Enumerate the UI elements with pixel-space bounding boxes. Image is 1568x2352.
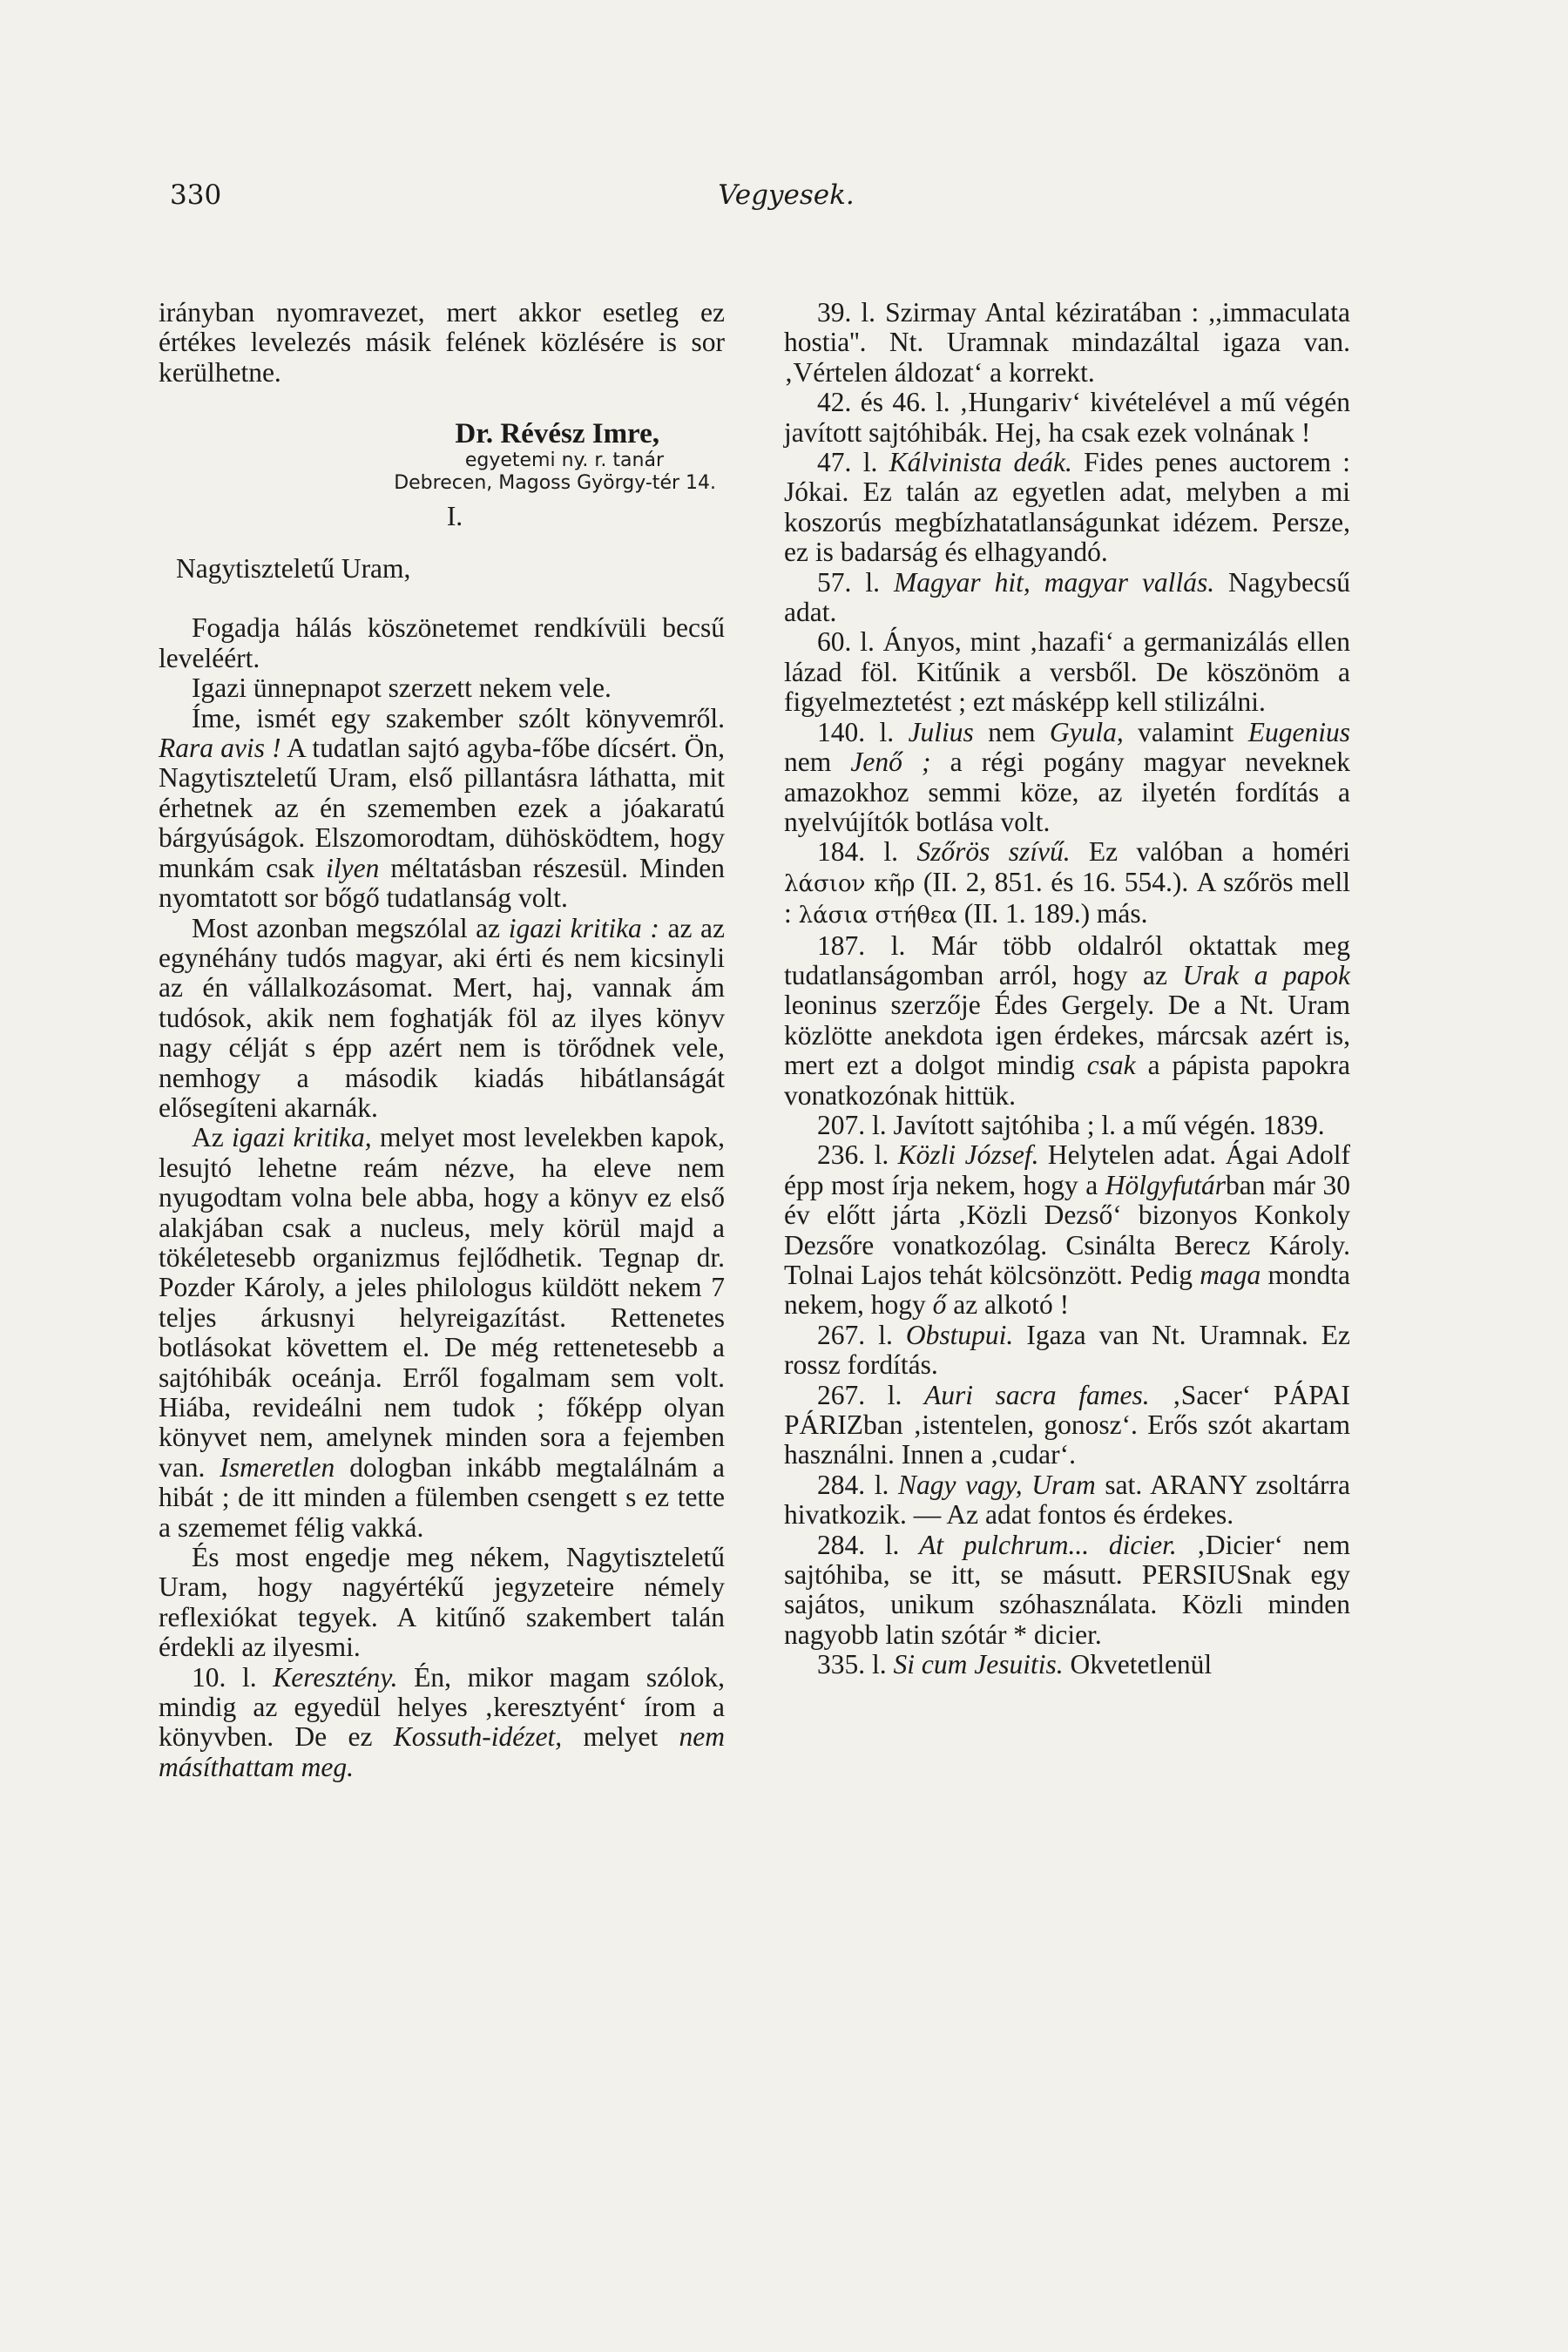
note-entry: 267. l. Auri sacra fames. ‚Sacer‘ PÁPAI PÁRIZban ‚istentelen, gonosz‘. Erős szót akartam használni. Innen a ‚cudar‘. (784, 1379, 1351, 1470)
note-entry: 335. l. Si cum Jesuitis. Okvetetlenül (817, 1649, 1213, 1680)
note-entry: 140. l. Julius nem Gyula, valamint Eugenius nem Jenő ; a régi pogány magyar neveknek amazokhoz semmi köze, az ilyetén fordítás a nyelvújítók botlása volt. (784, 716, 1350, 837)
note-entry: 39. l. Szirmay Antal kéziratában : ,,immaculata hostia''. Nt. Uramnak mindazáltal igaza van. ‚Vértelen áldozat‘ a korrekt. (784, 297, 1350, 388)
note-entry: 284. l. Nagy vagy, Uram sat. ARANY zsoltárra hivatkozik. — Az adat fontos és érdekes. (784, 1469, 1350, 1531)
paragraph: Fogadja hálás köszönetemet rendkívüli becsű leveléért. (159, 612, 725, 673)
section-number: I. (446, 500, 463, 531)
paragraph: Most azonban megszólal az igazi kritika : az az egynéhány tudós magyar, aki érti és nem kicsinyli az én vállalkozásomat. Mert, haj, vannak ám tudósok, akik nem foghatják föl az ilyes könyv nagy célját s épp azért nem is törődnek vele, nemhogy a második kiadás hibátlanságát elősegíteni akarnák. (159, 912, 725, 1123)
note-entry: 207. l. Javított sajtóhiba ; l. a mű végén. 1839. (817, 1109, 1325, 1140)
note-entry: 187. l. Már több oldalról oktattak meg tudatlanságomban arról, hogy az Urak a papok leoninus szerzője Édes Gergely. De a Nt. Uram közlötte anekdota igen érdekes, márcsak azért is, mert ezt a dolgot mindig csak a pápista papokra vonatkozónak hittük. (784, 929, 1351, 1111)
salutation: Nagytiszteletű Uram, (176, 553, 411, 585)
left-column (159, 298, 725, 1782)
intro-paragraph: irányban nyomravezet, mert akkor esetleg ez értékes levelezés másik felének közlésére is sor kerülhetne. (159, 297, 725, 388)
note-entry: 47. l. Kálvinista deák. Fides penes auctorem : Jókai. Ez talán az egyetlen adat, melyben a mi koszorús megbízhatatlanságunkat idézem. Persze, ez is badarság és elhagyandó. (784, 447, 1351, 568)
signature-address: Debrecen, Magoss György-tér 14. (394, 471, 716, 494)
greek-phrase: λάσιον κῆρ (784, 870, 916, 897)
page-header (170, 179, 1402, 214)
signature-title: egyetemi ny. r. tanár (464, 449, 664, 471)
paragraph: 10. l. Keresztény. Én, mikor magam szólok, mindig az egyedül helyes ‚keresztyént‘ írom a könyvben. De ez Kossuth-idézet, melyet nem másíthattam meg. (159, 1661, 726, 1782)
right-column (784, 298, 1350, 1680)
note-entry: 284. l. At pulchrum... dicier. ‚Dicier‘ nem sajtóhiba, se itt, se másutt. PERSIUSnak egy sajátos, unikum szóhasználata. Közli minden nagyobb latin szótár * dicier. (784, 1529, 1351, 1650)
note-entry: 60. l. Ányos, mint ‚hazafi‘ a germanizálás ellen lázad föl. Kitűnik a versből. De köszönöm a figyelmeztetést ; ezt másképp kell stilizálni. (784, 626, 1350, 718)
note-entry: 184. l. Szőrös szívű. Ez valóban a homéri λάσιον κῆρ (II. 2, 851. és 16. 554.). A szőrös mell : λάσια στήθεα (II. 1. 189.) más. (784, 836, 1350, 929)
paragraph: Igazi ünnepnapot szerzett nekem vele. (192, 672, 612, 704)
signature-name: Dr. Révész Imre, (455, 418, 659, 450)
note-entry: 236. l. Közli József. Helytelen adat. Ágai Adolf épp most írja nekem, hogy a Hölgyfutárban már 30 év előtt járta ‚Közli Dezső‘ bizonyos Konkoly Dezsőre vonatkozólag. Csinálta Berecz Károly. Tolnai Lajos tehát kölcsönzött. Pedig maga mondta nekem, hogy ő az alkotó ! (784, 1139, 1351, 1321)
greek-phrase: λάσια στήθεα (798, 902, 957, 929)
paragraph: Íme, ismét egy szakember szólt könyvemről. Rara avis ! A tudatlan sajtó agyba-főbe dícsért. Ön, Nagytiszteletű Uram, első pillantásra láthatta, mit érhetnek az én szememben ezek a jóakaratú bárgyúságok. Elszomorodtam, dühösködtem, hogy munkám csak ilyen méltatásban részesül. Minden nyomtatott sor bőgő tudatlanság volt. (159, 702, 726, 914)
page-number: 330 (170, 179, 222, 211)
note-entry: 42. és 46. l. ‚Hungariv‘ kivételével a mű végén javított sajtóhibák. Hej, ha csak ezek volnának ! (784, 387, 1350, 448)
note-entry: 57. l. Magyar hit, magyar vallás. Nagybecsű adat. (784, 566, 1350, 628)
running-title: Vegyesek. (718, 179, 855, 211)
paragraph: Az igazi kritika, melyet most levelekben kapok, lesujtó lehetne reám nézve, ha eleve nem nyugodtam volna bele abba, hogy a könyv ez első alakjában csak a nucleus, mely körül majd a tökéletesebb organizmus fejlődhetik. Tegnap dr. Pozder Károly, a jeles philologus küldött nekem 7 teljes árkusnyi helyreigazítást. Rettenetes botlásokat követtem el. De még rettenetesebb a sajtóhibák oceánja. Erről fogalmam sem volt. Hiába, revideálni nem tudok ; főképp olyan könyvet nem, amelynek minden sora a fejemben van. Ismeretlen dologban inkább megtalálnám a hibát ; de itt minden a fülemben csengett s ez tette a szememet félig vakká. (159, 1122, 726, 1543)
paragraph: És most engedje meg nékem, Nagytiszteletű Uram, hogy nagyértékű jegyzeteire némely reflexiókat tegyek. A kitűnő szakembert talán érdekli az ilyesmi. (159, 1542, 725, 1663)
note-entry: 267. l. Obstupui. Igaza van Nt. Uramnak. Ez rossz fordítás. (784, 1319, 1351, 1381)
